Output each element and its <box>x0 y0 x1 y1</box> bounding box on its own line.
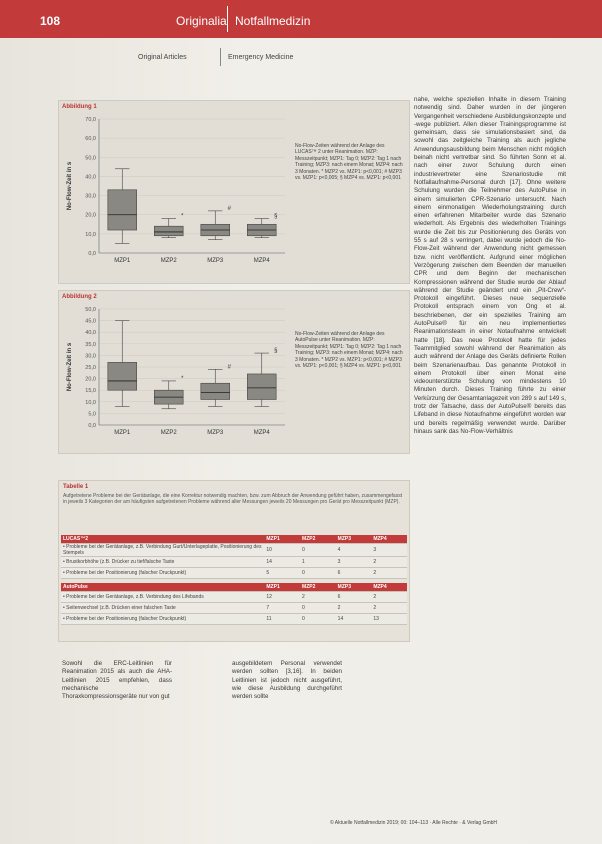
table-cell: 14 <box>336 614 372 625</box>
figure-1-label: Abbildung 1 <box>62 104 97 110</box>
row-label: • Brustkorbhöhe (z.B. Drücker zu tief/falsche Taste <box>61 557 264 568</box>
x-tick-label: MZP1 <box>114 430 131 436</box>
significance-mark: § <box>274 213 278 220</box>
figure-2-chart <box>61 301 291 453</box>
column-header: MZP2 <box>300 535 336 544</box>
subheader-divider <box>220 48 221 66</box>
table-cell: 2 <box>371 568 407 579</box>
significance-mark: * <box>181 213 184 220</box>
table-1-intro: Aufgetretene Probleme bei der Gerätanlage, die eine Korrektur notwendig machten, bzw. zum Abbruch der Anwendung geführt haben, zusammengefasst in jeweils 3 Kategorien der am häufigsten aufgetretenen Probleme während aller Messungen jeweils 20 Messungen pro Gerät pro Messzeitpunkt (MZP). <box>63 493 403 506</box>
y-tick-label: 30,0 <box>85 353 96 360</box>
table-header-row <box>61 583 407 592</box>
significance-mark: # <box>227 205 232 212</box>
x-tick-label: MZP2 <box>160 258 177 264</box>
section-title-en: Original Articles <box>138 54 187 61</box>
table-cell: 5 <box>264 568 300 579</box>
x-tick-label: MZP3 <box>207 258 224 264</box>
x-tick-label: MZP3 <box>207 430 224 436</box>
table-row <box>61 568 407 579</box>
y-tick-label: 60,0 <box>85 136 96 143</box>
body-text-bottom-left: Sowohl die ERC-Leitlinien für Reanimation 2015 als auch die AHA-Leitlinien 2015 empfehlen, dass mechanische Thoraxkompressionsgeräte nur von gut <box>62 660 172 701</box>
y-tick-label: 70,0 <box>85 117 96 123</box>
figure-2-caption: No-Flow-Zeiten während der Anlage des AutoPulse unter Reanimation. MZP: Messzeitpunkt; MZP1: Tag 0; MZP2: Tag 1 nach Training; MZP3: nach einem Monat; MZP4: nach 3 Monaten. * MZP2 vs. MZP1: p<0,001; # MZP3 vs. MZP1: p<0,001; § MZP4 vs. MZP1: p<0,001 <box>295 331 403 370</box>
table-cell: 2 <box>336 603 372 614</box>
significance-mark: # <box>227 364 232 371</box>
y-tick-label: 50,0 <box>85 155 96 162</box>
table-row <box>61 603 407 614</box>
figure-1-caption: No-Flow-Zeiten während der Anlage des LUCAS™ 2 unter Reanimation. MZP: Messzeitpunkt; MZP1: Tag 0; MZP2: Tag 1 nach Training; MZP3: nach einem Monat; MZP4: nach 3 Monaten. * MZP2 vs. MZP1: p<0,001; # MZP3 vs. MZP1: p<0,005; § MZP4 vs. MZP1: p<0,001 <box>295 143 403 182</box>
table-1 <box>58 480 410 642</box>
y-axis-label: No-Flow-Zeit in s <box>67 342 73 392</box>
row-label: • Probleme bei der Gerätanlage, z.B. Verbindung des Lifebands <box>61 592 264 603</box>
figure-1 <box>58 100 410 284</box>
column-header: MZP1 <box>264 535 300 544</box>
body-text-bottom-middle: ausgebildetem Personal verwendet werden sollten [3,16]. In beiden Leitlinien ist jedoch nicht ausgeführt, wie diese Ausbildung durchgeführt werden sollte <box>232 660 342 701</box>
y-tick-label: 20,0 <box>85 376 96 383</box>
figure-1-chart <box>61 111 291 281</box>
table-cell: 12 <box>264 592 300 603</box>
table-cell: 2 <box>371 603 407 614</box>
table-cell: 14 <box>264 557 300 568</box>
table-cell: 1 <box>300 557 336 568</box>
y-tick-label: 15,0 <box>85 388 96 395</box>
y-tick-label: 25,0 <box>85 365 96 371</box>
box-MZP4 <box>247 374 276 400</box>
table-header-row <box>61 535 407 544</box>
section-subtitle-en: Emergency Medicine <box>228 54 294 61</box>
significance-mark: * <box>181 375 184 382</box>
y-tick-label: 0,0 <box>88 251 96 257</box>
section-title: Originalia <box>176 14 227 28</box>
table-row <box>61 614 407 625</box>
device-name: LUCAS™2 <box>61 535 264 544</box>
y-tick-label: 40,0 <box>85 330 96 337</box>
column-header: MZP2 <box>300 583 336 592</box>
row-label: • Seitenwechsel (z.B. Drücken einer falschen Taste <box>61 603 264 614</box>
y-tick-label: 20,0 <box>85 212 96 219</box>
x-tick-label: MZP2 <box>160 430 177 436</box>
table-cell: 11 <box>264 614 300 625</box>
table-cell: 2 <box>300 592 336 603</box>
table-cell: 4 <box>336 544 372 557</box>
header-divider <box>227 6 228 32</box>
table-cell: 0 <box>300 544 336 557</box>
table-lucas <box>61 535 407 579</box>
table-cell: 2 <box>371 592 407 603</box>
column-header: MZP3 <box>336 535 372 544</box>
body-text-right: nahe, welche speziellen Inhalte in diesem Training notwendig sind. Daher wurden in der jüngeren Vergangenheit verschiedene Ausbildungskonzepte und -wege publiziert. Allen dieser Trainingsprogramme ist gemeinsam, dass sie simulationsbasiert sind, da sowohl das zeitgleiche Training als auch jegliche Anwendungsausbildung beim Menschen nicht möglich beinah nicht vertretbar sind. So führten Sonn et al. nach einer zuvor Schulung durch einen industrievertreter eine Szenariostudie mit Notfallaufnahme-Personal durch [17]. Ohne weitere Schulung wurden die Teilnehmer des AutoPulse in einem simulierten CPR-Szenario untersucht. Nach einem einmonatigen Wiederholungstraining durch einen erfahrenen Mitarbeiter wurde das Szenario wiederholt. Als Ergebnis des wiederholten Trainings wurde die Zeit bis zur Positionierung des Geräts von 55 s auf 28 s verringert, dabei wurde jedoch die No-Flow-Zeit während der Anwendung nicht gemessen bzw. nicht veröffentlicht. Aufgrund einer möglichen Verzögerung zwischen dem Beenden der manuellen CPR und dem Beginn der mechanischen Kompressionen während der Studie wurde der Ablauf während der Studie geändert und ein „Pit-Crew“-Protokoll eingeführt. Dieses neue sequenzielle Protokoll entsprach einem von Ong et al. beschriebenen, der ein spezielles Training am AutoPulse® für ein neu implementiertes Reanimationsteam in einer Notaufnahme entwickelt hatte [18]. Das neue Protokoll hatte für jedes Teammitglied sowohl während der Reanimation als auch während der Anlage des Geräts definierte Rollen beim Szenarienaufbau. Das genannte Protokoll in einem Protokoll über einen Monat eine videounterstützte Schulung von mindestens 10 Minuten durch. Dieses Training führte zu einer Verkürzung der Gesamtanlagezeit von 289 s auf 149 s, trotz der Tatsache, dass der AutoPulse® bereits das Lifeband in diese Notaufnahme eingeführt worden war und bereits regelmäßig verwendet wurde. Darüber hinaus sank das No-Flow-Verhältnis <box>414 96 566 435</box>
table-cell: 3 <box>371 544 407 557</box>
y-tick-label: 10,0 <box>85 399 96 406</box>
y-tick-label: 50,0 <box>85 307 96 313</box>
y-tick-label: 10,0 <box>85 231 96 238</box>
box-MZP3 <box>201 383 230 399</box>
y-axis-label: No-Flow-Zeit in s <box>67 161 73 211</box>
x-tick-label: MZP1 <box>114 258 131 264</box>
x-tick-label: MZP4 <box>253 430 270 436</box>
table-cell: 0 <box>300 603 336 614</box>
column-header: MZP3 <box>336 583 372 592</box>
table-cell: 2 <box>371 557 407 568</box>
page-number: 108 <box>40 14 61 28</box>
y-tick-label: 40,0 <box>85 174 96 181</box>
table-row <box>61 592 407 603</box>
table-cell: 6 <box>336 568 372 579</box>
y-tick-label: 30,0 <box>85 193 96 200</box>
column-header: MZP4 <box>371 583 407 592</box>
y-tick-label: 35,0 <box>85 341 96 348</box>
y-tick-label: 0,0 <box>88 423 96 429</box>
y-tick-label: 45,0 <box>85 318 96 325</box>
table-cell: 13 <box>371 614 407 625</box>
table-cell: 3 <box>336 557 372 568</box>
table-cell: 10 <box>264 544 300 557</box>
row-label: • Probleme bei der Positionierung (falscher Druckpunkt) <box>61 614 264 625</box>
table-row <box>61 544 407 557</box>
table-1-label: Tabelle 1 <box>63 484 89 490</box>
x-tick-label: MZP4 <box>253 258 270 264</box>
row-label: • Probleme bei der Gerätanlage, z.B. Verbindung Gurt/Unterlageplatte, Positionierung des Stempels <box>61 544 264 557</box>
figure-2-label: Abbildung 2 <box>62 294 97 300</box>
table-cell: 0 <box>300 568 336 579</box>
table-cell: 6 <box>336 592 372 603</box>
box-MZP1 <box>108 362 137 390</box>
column-header: MZP1 <box>264 583 300 592</box>
significance-mark: § <box>274 348 278 355</box>
row-label: • Probleme bei der Positionierung (falscher Druckpunkt) <box>61 568 264 579</box>
box-MZP2 <box>154 226 183 236</box>
column-header: MZP4 <box>371 535 407 544</box>
y-tick-label: 5,0 <box>88 411 96 418</box>
section-subtitle: Notfallmedizin <box>235 14 311 28</box>
table-autopulse <box>61 583 407 625</box>
box-MZP1 <box>108 190 137 230</box>
figure-2 <box>58 290 410 454</box>
table-cell: 0 <box>300 614 336 625</box>
table-cell: 7 <box>264 603 300 614</box>
page-footer: © Aktuelle Notfallmedizin 2019; 00: 104–113 · Alle Rechte · & Verlag GmbH <box>330 820 498 826</box>
table-row <box>61 557 407 568</box>
page-header <box>0 0 602 38</box>
device-name: AutoPulse <box>61 583 264 592</box>
